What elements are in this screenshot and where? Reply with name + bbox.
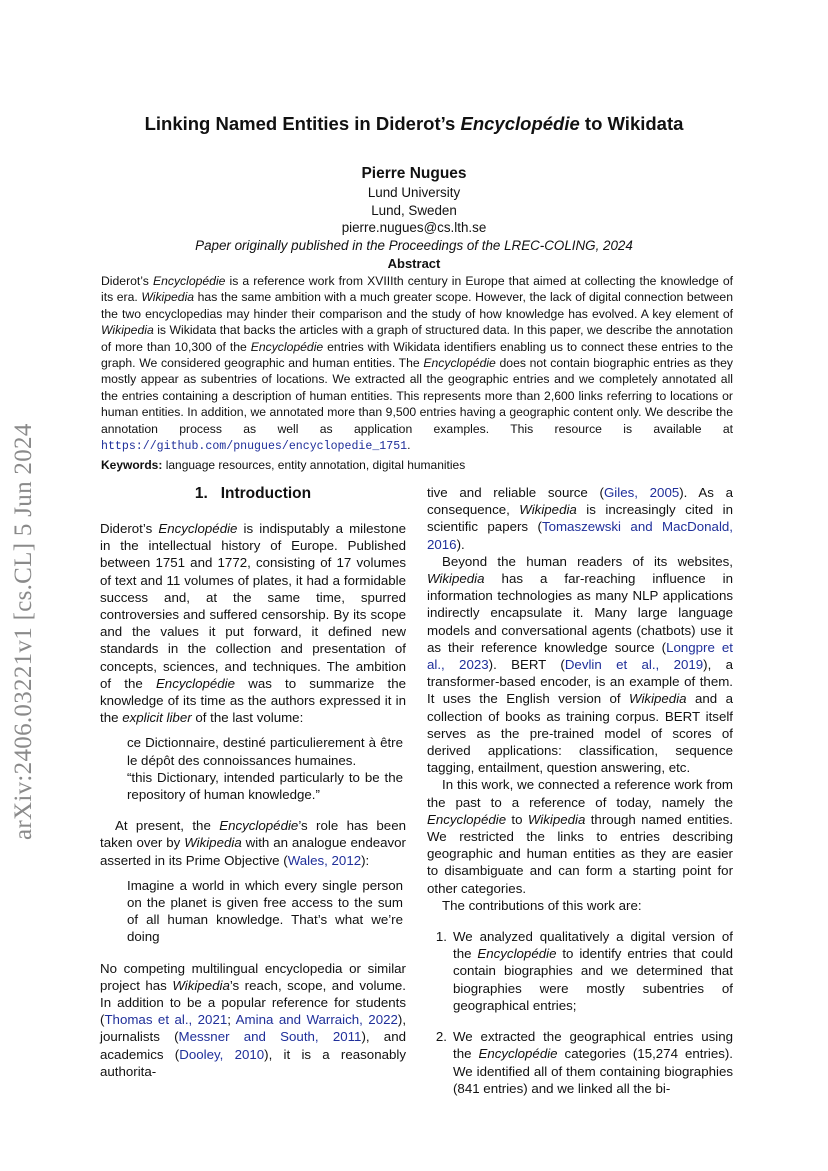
abstract-italic: Encyclopédie [250,339,324,354]
text: We analyzed qualitatively a digital version of the [453,929,733,962]
text: ), a transformer-based encoder, is an example of them. It uses the English version of [427,657,733,707]
section-heading [100,484,406,504]
text: ), it is a reasonably authorita- [100,1046,406,1079]
abstract-text: does not contain biographic entries as they mostly appear as subentries of locations. We extracted all the geographic entries and we completely annotated all the entries containing a description of human entities. This represents more than 2,600 links referring to locations or human entities. In addition, we annotated more than 9,500 entries having a geographic content only. We describe the annotation process as well as application examples. This resource is available at [101,356,733,436]
citation-link[interactable]: Thomas et al., 2021 [104,1012,228,1028]
text: tive and reliable source ( [427,485,604,500]
repository-link[interactable]: https://github.com/pnugues/encyclopedie_1751 [101,440,408,454]
keywords-line [101,457,733,473]
text: ; [227,1012,236,1028]
citation-link[interactable]: Messner and South, 2011 [178,1029,362,1045]
italic-text: Wikipedia [519,502,577,518]
abstract-text: Diderot’s [101,274,153,288]
text: ). [456,536,465,552]
author-affiliation: Lund University [367,185,461,200]
quote-english: “this Dictionary, intended particularly to be the repository of human knowledge.” [127,769,403,803]
abstract-italic: Encyclopédie [423,356,496,371]
author-name: Pierre Nugues [361,165,467,182]
italic-text: Encyclopédie [155,675,236,691]
text: ), and academics ( [100,1029,406,1062]
text: ’s role has been taken over by [100,818,406,851]
abstract-italic: Wikipedia [141,290,195,305]
arxiv-identifier-stamp: arXiv:2406.03221v1 [cs.CL] 5 Jun 2024 [10,423,37,840]
text: categories (15,274 entries). We identified all of them containing biographies (841 entries) and we linked all the bi- [453,1046,733,1096]
title-italic: Encyclopédie [460,113,580,134]
text: No competing multilingual encyclopedia or similar project has [100,960,406,993]
text: of the last volume: [191,710,304,726]
citation-link[interactable]: Longpre et al., 2023 [427,639,733,673]
text: Beyond the human readers of its websites, [442,553,733,569]
text: through named entities. We restricted the links to entries describing geographic and human entities as they are easier to disambiguate and can form a starting point for other categories. [427,811,733,896]
author-block [100,164,728,254]
list-number: 2. [435,1029,447,1045]
abstract-heading: Abstract [387,256,441,271]
text: ). As a consequence, [427,485,733,518]
text: and a collection of books as training corpus. BERT itself serves as the pre-trained model of scores of derived applications: classification, sequence tagging, entailment, question answering, etc. [427,691,733,776]
italic-text: Encyclopédie [427,811,507,827]
text: In this work, we connected a reference work from the past to a reference of today, namely the [427,777,733,810]
citation-link[interactable]: Tomaszewski and MacDonald, 2016 [427,519,733,552]
block-quote [127,734,403,803]
section-number: 1. [194,485,208,502]
paragraph [100,960,406,1080]
abstract-text: has the same ambition with a much greater scope. However, the lack of digital connection between the two encyclopedias may hinder their comparison and the study of how knowledge has evolved. A key element of [101,290,733,321]
text: ): [361,852,370,868]
abstract-text: . [407,438,411,453]
text: has a far-reaching influence in information technologies as many NLP applications indirectly encapsulate it. Many large language models and conversational agents (chatbots) use it as their reference knowledge source ( [427,571,733,655]
quote-french: ce Dictionnaire, destiné particulierement à être le dépôt des connoissances humaines. [127,735,403,768]
text: with an analogue endeavor asserted in its Prime Objective ( [100,835,406,868]
title-part: to Wikidata [579,113,684,134]
abstract-text: entries with Wikidata identifiers enabling us to connect these entries to the graph. We considered geographic and human entities. The [101,339,733,371]
abstract-text: is Wikidata that backs the articles with a graph of structured data. In this paper, we describe the annotation of more than 10,300 of the [101,323,733,354]
text: Diderot’s [100,521,159,536]
text: is indisputably a milestone in the intellectual history of Europe. Published between 1751 and 1772, consisting of 17 volumes of text and 11 volumes of plates, it had a formidable success and, at the same time, spurred controversies and suffered censorship. By its scope and the values it put forward, it defined new standards in the collection and presentation of concepts, sciences, and techniques. The ambition of the [100,521,406,691]
text: is increasingly cited in scientific papers ( [427,502,734,535]
paragraph [100,520,406,726]
citation-link[interactable]: Wales, 2012 [287,852,362,868]
citation-link[interactable]: Amina and Warraich, 2022 [235,1012,398,1028]
keywords-label: Keywords: [101,458,163,472]
citation-link[interactable]: Dooley, 2010 [179,1046,265,1062]
author-email[interactable]: pierre.nugues@cs.lth.se [341,220,487,235]
publication-note: Paper originally published in the Proceedings of the LREC-COLING, 2024 [195,237,633,253]
paragraph [427,484,733,553]
list-item [427,928,733,1014]
text: ), journalists ( [100,1012,407,1045]
abstract-italic: Wikipedia [101,323,154,338]
list-item-text [453,928,733,1014]
italic-text: Wikipedia [172,977,230,993]
text: ’s reach, scope, and volume. In addition to be a popular reference for students ( [100,977,406,1028]
block-quote [127,877,403,946]
citation-link[interactable]: Giles, 2005 [603,485,680,500]
italic-text: Encyclopédie [477,946,557,962]
left-column [100,484,406,1080]
citation-link[interactable]: Devlin et al., 2019 [564,657,704,673]
paragraph [427,553,733,777]
italic-text: Wikipedia [629,691,687,707]
text: ). BERT ( [488,657,565,673]
paragraph: The contributions of this work are: [442,897,642,913]
keywords-text: language resources, entity annotation, digital humanities [162,458,466,472]
paragraph [427,776,733,896]
italic-text: explicit liber [122,710,192,726]
text: to identify entries that could contain biographies and we determined that biographies were mostly subentries of geographical entries; [453,946,733,1013]
quote-text: Imagine a world in which every single person on the planet is given free access to the sum of all human knowledge. That’s what we’re doing [127,877,403,945]
list-item [427,1028,733,1097]
text: to [506,811,528,827]
italic-text: Wikipedia [184,835,242,851]
paper-title [100,112,728,136]
italic-text: Encyclopédie [478,1046,558,1062]
abstract-body [101,273,733,455]
italic-text: Encyclopédie [219,818,299,834]
text: was to summarize the knowledge of its time as the authors expressed it in the [100,675,406,726]
italic-text: Encyclopédie [158,521,238,536]
text: At present, the [115,818,220,834]
right-column [427,484,733,1111]
contributions-list [427,928,733,1097]
italic-text: Wikipedia [527,811,586,827]
abstract-italic: Encyclopédie [152,274,226,288]
author-location: Lund, Sweden [371,202,457,218]
abstract-text: is a reference work from XVIIIth century in Europe that aimed at collecting the knowledge of its era. [101,274,733,305]
italic-text: Wikipedia [427,571,485,587]
paragraph [100,817,406,869]
list-number: 1. [435,929,447,945]
section-title: Introduction [220,485,312,502]
title-part: Linking Named Entities in Diderot’s [144,113,461,134]
list-item-text [453,1028,733,1097]
text: We extracted the geographical entries using the [453,1029,733,1062]
